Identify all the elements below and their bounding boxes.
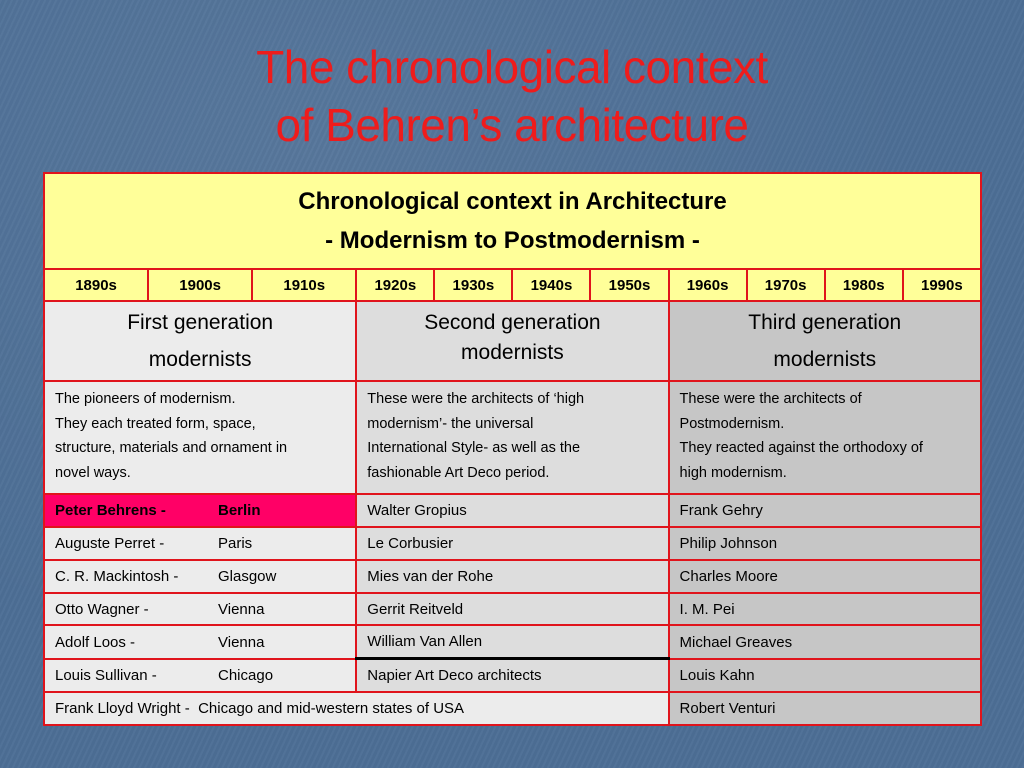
description-line: They reacted against the orthodoxy of: [679, 440, 923, 457]
first-generation-cell: [44, 625, 356, 658]
table-row: [44, 527, 981, 560]
table-row: [44, 494, 981, 527]
decade-cell: 1990s: [903, 269, 981, 301]
description-row: [44, 381, 981, 494]
table-row: [44, 692, 981, 725]
generation-line: modernists: [461, 341, 564, 365]
second-generation-cell: William Van Allen: [356, 625, 668, 658]
second-generation-cell: Walter Gropius: [356, 494, 668, 527]
decade-cell: 1980s: [825, 269, 903, 301]
second-generation-heading: [356, 301, 668, 381]
architect-city: Glasgow: [218, 567, 277, 585]
architect-name: Adolf Loos -: [55, 633, 136, 651]
third-generation-cell: Louis Kahn: [669, 659, 981, 692]
decade-cell: 1940s: [512, 269, 590, 301]
architect-city: Chicago: [218, 666, 274, 684]
third-generation-cell: Charles Moore: [669, 560, 981, 593]
description-line: They each treated form, space,: [55, 415, 256, 432]
architect-city: Berlin: [218, 502, 261, 520]
slide-title: [0, 38, 1024, 154]
third-generation-cell: Frank Gehry: [669, 494, 981, 527]
description-line: These were the architects of ‘high: [367, 391, 585, 408]
generation-row: [44, 301, 981, 381]
description-line: These were the architects of: [679, 391, 862, 408]
decade-cell: 1930s: [434, 269, 512, 301]
architect-name: C. R. Mackintosh -: [55, 567, 179, 585]
second-generation-cell: Napier Art Deco architects: [356, 659, 668, 692]
table-row: [44, 659, 981, 692]
description-line: modernism’- the universal: [367, 415, 534, 432]
slide-title-line-2: of Behren’s architecture: [275, 99, 749, 151]
description-line: novel ways.: [55, 464, 131, 481]
third-generation-heading: [669, 301, 981, 381]
second-generation-cell: Gerrit Reitveld: [356, 593, 668, 626]
architect-city: Paris: [218, 534, 253, 552]
description-line: fashionable Art Deco period.: [367, 464, 550, 481]
decade-cell: 1890s: [44, 269, 148, 301]
first-generation-heading: [44, 301, 356, 381]
third-generation-cell: Michael Greaves: [669, 625, 981, 658]
decade-cell: 1920s: [356, 269, 434, 301]
generation-line: Third generation: [748, 311, 902, 335]
table-header-line-2: - Modernism to Postmodernism -: [325, 227, 700, 254]
description-line: Postmodernism.: [679, 415, 785, 432]
first-generation-wide-cell: Frank Lloyd Wright - Chicago and mid-western states of USA: [44, 692, 669, 725]
third-generation-cell: Philip Johnson: [669, 527, 981, 560]
description-line: structure, materials and ornament in: [55, 440, 288, 457]
first-generation-description: [44, 381, 356, 494]
table-row: [44, 560, 981, 593]
generation-line: modernists: [773, 348, 877, 372]
decade-row: [44, 269, 981, 301]
description-line: high modernism.: [679, 464, 787, 481]
chronology-table: [43, 172, 982, 726]
first-generation-cell: [44, 659, 356, 692]
third-generation-cell: I. M. Pei: [669, 593, 981, 626]
second-generation-description: [356, 381, 668, 494]
description-line: The pioneers of modernism.: [55, 391, 236, 408]
generation-line: modernists: [148, 348, 252, 372]
first-generation-cell: [44, 527, 356, 560]
decade-cell: 1910s: [252, 269, 356, 301]
decade-cell: 1970s: [747, 269, 825, 301]
table-row: [44, 593, 981, 626]
decade-cell: 1960s: [669, 269, 747, 301]
table-row: [44, 625, 981, 658]
slide-title-line-1: The chronological context: [256, 41, 768, 93]
architect-city: Vienna: [218, 633, 265, 651]
architect-name: Louis Sullivan -: [55, 666, 157, 684]
decade-cell: 1900s: [148, 269, 252, 301]
description-line: International Style- as well as the: [367, 440, 581, 457]
architect-city: Vienna: [218, 600, 265, 618]
decade-cell: 1950s: [590, 269, 668, 301]
architect-name: Peter Behrens -: [55, 502, 166, 520]
third-generation-description: [669, 381, 981, 494]
generation-line: First generation: [127, 311, 274, 335]
architect-name: Otto Wagner -: [55, 600, 149, 618]
table-header-line-1: Chronological context in Architecture: [298, 188, 727, 215]
first-generation-cell: [44, 593, 356, 626]
first-generation-cell: [44, 560, 356, 593]
second-generation-cell: Le Corbusier: [356, 527, 668, 560]
architect-name: Auguste Perret -: [55, 534, 165, 552]
third-generation-cell: Robert Venturi: [669, 692, 981, 725]
generation-line: Second generation: [424, 311, 601, 335]
second-generation-cell: Mies van der Rohe: [356, 560, 668, 593]
first-generation-cell: [44, 494, 356, 527]
table-header: [44, 173, 981, 269]
